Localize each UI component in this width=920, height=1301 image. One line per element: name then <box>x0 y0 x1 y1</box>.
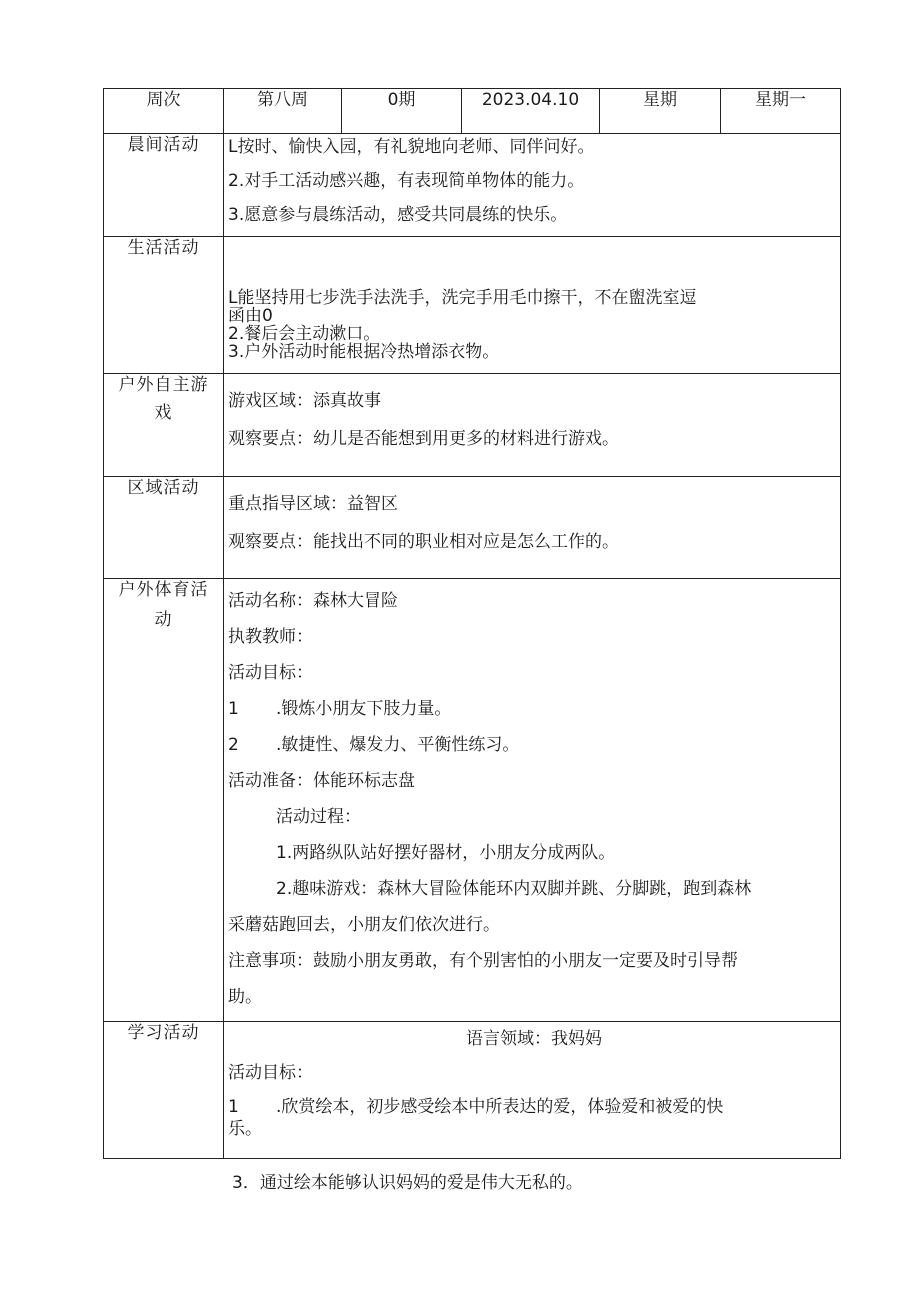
pe-note-1: 注意事项：鼓励小朋友勇敢，有个别害怕的小朋友一定要及时引导帮 <box>228 951 738 971</box>
area-content <box>224 477 841 579</box>
morning-line-3: 3.愿意参与晨练活动，感受共同晨练的快乐。 <box>228 205 568 225</box>
study-goal-1 <box>228 1096 840 1118</box>
weekday-value: 星期一 <box>721 89 841 134</box>
date: 2023.04.10 <box>462 89 600 134</box>
pe-row <box>104 579 841 1022</box>
study-goal-1-text: .欣赏绘本，初步感受绘本中所表达的爱，体验爱和被爱的快 <box>276 1097 724 1117</box>
outdoor-free-line-2: 观察要点：幼儿是否能想到用更多的材料进行游戏。 <box>228 429 619 449</box>
morning-label: 晨间活动 <box>104 134 224 237</box>
pe-content <box>224 579 841 1022</box>
study-title: 语言领域：我妈妈 <box>466 1029 602 1049</box>
life-line-2: 函由0 <box>228 306 273 326</box>
pe-goal-2-text: .敏捷性、爆发力、平衡性练习。 <box>276 735 520 755</box>
morning-content <box>224 134 841 237</box>
pe-goal-2 <box>228 727 840 763</box>
pe-note-2: 助。 <box>228 987 262 1007</box>
study-goal-1-cont: 乐。 <box>228 1119 262 1139</box>
week-value: 第八周 <box>224 89 342 134</box>
study-label: 学习活动 <box>104 1022 224 1159</box>
life-label: 生活活动 <box>104 237 224 374</box>
pe-goal-1-num: 1 <box>228 699 239 719</box>
study-content <box>224 1022 841 1159</box>
life-line-4: 3.户外活动时能根据冷热增添衣物。 <box>228 342 500 362</box>
area-label: 区域活动 <box>104 477 224 579</box>
pe-prep: 活动准备：体能环标志盘 <box>228 771 415 791</box>
life-content <box>224 237 841 374</box>
pe-process-title: 活动过程： <box>276 807 361 827</box>
outdoor-free-content <box>224 374 841 477</box>
outdoor-free-row <box>104 374 841 477</box>
weekday-label: 星期 <box>600 89 721 134</box>
morning-line-2: 2.对手工活动感兴趣，有表现简单物体的能力。 <box>228 171 585 191</box>
pe-name: 活动名称：森林大冒险 <box>228 591 398 611</box>
study-goals-title: 活动目标： <box>228 1063 313 1083</box>
morning-line-1: L按时、愉快入园，有礼貌地向老师、同伴问好。 <box>228 137 595 157</box>
outdoor-free-label <box>104 374 224 477</box>
outdoor-free-label-line-2: 戏 <box>154 403 173 424</box>
pe-goal-1-text: .锻炼小朋友下肢力量。 <box>276 699 452 719</box>
pe-step-2-cont: 采蘑菇跑回去，小朋友们依次进行。 <box>228 915 500 935</box>
outdoor-free-label-line-1: 户外自主游 <box>118 375 209 395</box>
pe-label-line-2: 动 <box>154 610 173 631</box>
pe-goals-title: 活动目标： <box>228 663 313 683</box>
outdoor-free-line-1: 游戏区域：添真故事 <box>228 391 381 411</box>
study-goal-1-num: 1 <box>228 1097 239 1117</box>
pe-step-2: 2.趣味游戏：森林大冒险体能环内双脚并跳、分脚跳，跑到森林 <box>276 879 752 899</box>
pe-goal-2-num: 2 <box>228 735 239 755</box>
area-line-1: 重点指导区域：益智区 <box>228 494 398 514</box>
study-goal-3: 3．通过绘本能够认识妈妈的爱是伟大无私的。 <box>232 1173 583 1193</box>
pe-goal-1 <box>228 691 840 727</box>
life-line-1: L能坚持用七步洗手法洗手，洗完手用毛巾擦干，不在盥洗室逗 <box>228 288 697 308</box>
activity-plan-table <box>103 88 841 1159</box>
header-row <box>104 89 841 134</box>
pe-label <box>104 579 224 1022</box>
week-label: 周次 <box>104 89 224 134</box>
area-line-2: 观察要点：能找出不同的职业相对应是怎么工作的。 <box>228 532 619 552</box>
morning-row <box>104 134 841 237</box>
area-row <box>104 477 841 579</box>
study-row <box>104 1022 841 1159</box>
pe-teacher: 执教教师： <box>228 627 313 647</box>
life-line-3: 2.餐后会主动漱口。 <box>228 324 381 344</box>
period: 0期 <box>342 89 462 134</box>
pe-step-1: 1.两路纵队站好摆好器材，小朋友分成两队。 <box>276 843 616 863</box>
life-row <box>104 237 841 374</box>
pe-label-line-1: 户外体育活 <box>118 580 209 600</box>
